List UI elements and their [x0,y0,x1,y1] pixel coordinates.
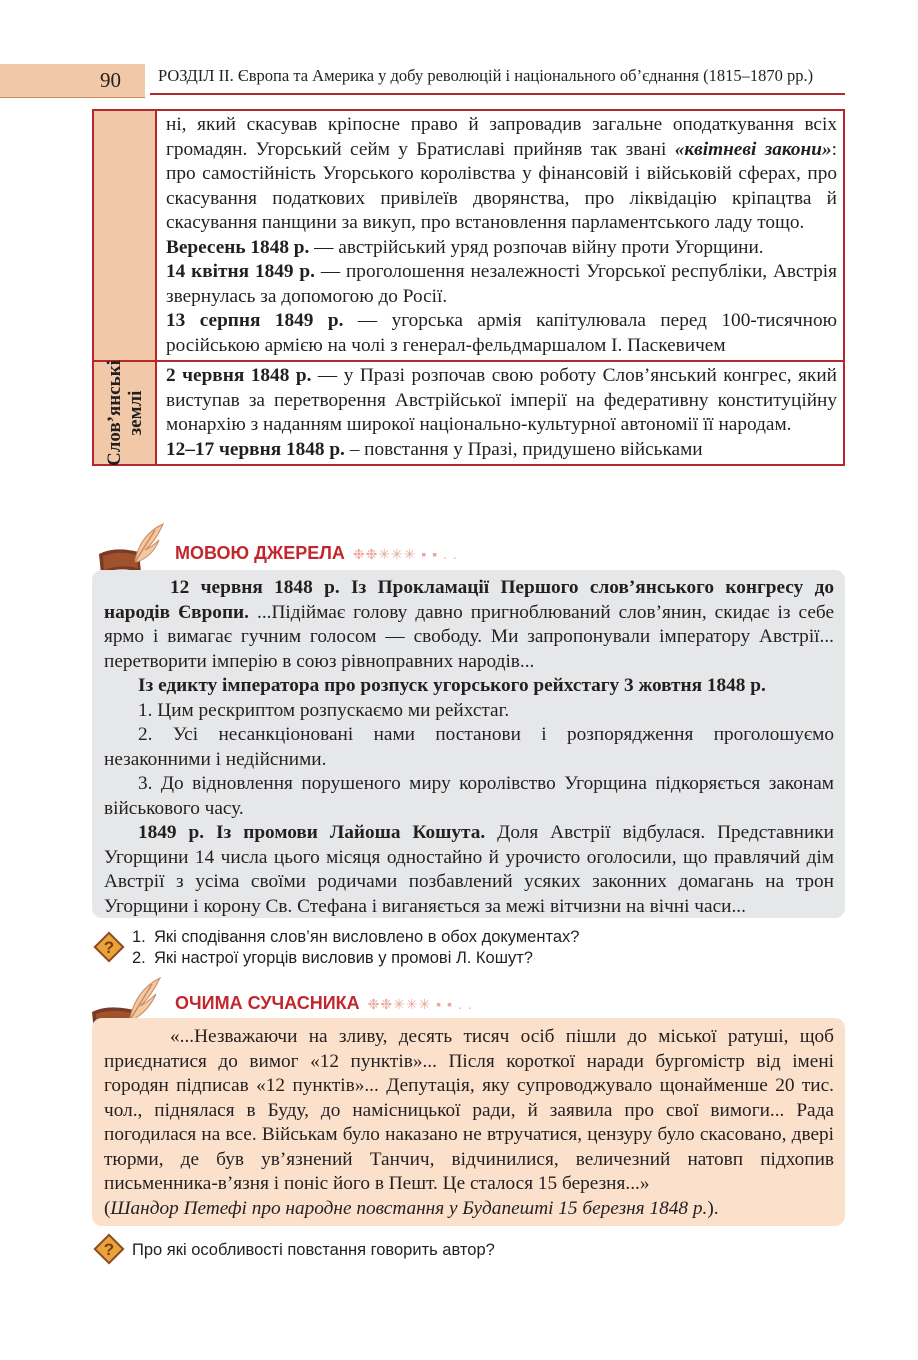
table-row-hungary [94,111,843,360]
source-kossuth-title: 1849 р. Із промови Лайоша Кошута. [138,822,486,843]
edict-item-2: 2. Усі несанкціоновані нами постанови і розпорядження проголошуємо незаконними і недійсними. [104,724,834,770]
table-side-cell-empty [94,111,157,360]
source-proclamation [104,576,834,674]
entry-date: 13 серпня 1849 р. [166,310,344,331]
table-entry [166,364,837,438]
entry-text: — у Празі розпочав свою роботу Слов’янський конгрес, який виступав за перетворення Австрійської імперії на федеративну конституційну монархію з наданням широкої національно-культурної автономії її народам. [166,365,837,435]
table-side-cell-slavic [94,362,157,464]
source-edict-title [104,674,834,699]
question-diamond-icon [92,1232,126,1266]
source-proclamation-title: 12 червня 1848 р. Із Прокламації Першого слов’янського конгресу до народів Європи. [104,577,834,623]
svg-text:?: ? [103,1240,115,1259]
question-text: Які настрої угорців висловив у промові Л. Кошут? [154,949,533,967]
decor-dots: ❉❉✳✳✳ ▪ ▪ . . [352,546,458,562]
entry-text: — австрійський уряд розпочав війну проти Угорщини. [309,236,764,258]
side-label-line-2: землі [124,390,146,436]
sources-heading [175,543,458,564]
table-entry [166,309,837,358]
question-item [132,948,579,969]
witness-text [104,1025,834,1221]
entry-date: Вересень 1848 р. [166,236,310,258]
question-diamond-icon [92,930,126,964]
entry-date: 2 червня 1848 р. [166,365,312,386]
question-number: 2. [132,949,146,967]
entry-date: «квітневі закони» [674,138,832,160]
witness-heading-text: ОЧИМА СУЧАСНИКА [175,993,360,1013]
table-cell [157,111,843,360]
table-entry [166,113,837,236]
table-row-slavic-lands [94,360,843,464]
witness-heading [175,993,473,1014]
table-entry [166,438,837,463]
table-entry [166,260,837,309]
source-kossuth-text: Доля Австрії відбулася. Представники Угорщини 14 числа цього місяця одностайно й урочисто оголосили, що правлячий дім Австрії з усіма своїми родичами позбавлений усяких законних домагань на трон Угорщини і корону Св. Стефана і виганяється за межі вітчизни на вічні часи... [104,822,834,917]
table-entry [166,236,837,261]
attribution-close: ). [707,1197,719,1219]
entry-text: ні, який скасував кріпосне право й запровадив загальне оподаткування всіх громадян. Угорський сейм у Братиславі прийняв так звані [166,114,837,160]
witness-quote-text: «...Незважаючи на зливу, десять тисяч осіб пішли до міської ратуші, щоб приєднатися до вимог «12 пунктів»... Після короткої наради бургомістр від імені городян підписав «12 пунктів»... Депутація, яку супроводжувало щонайменше 20 тис. чол., піднялася в Буду, до намісницької ради, й заявила про свої вимоги... Рада погодилася на все. Військам було наказано не втручатися, цензуру було скасовано, двері тюрми, де був ув’язнений Танчич, відчинилися, величезний натовп підхопив письменника-в’язня і поніс його в Пешт. Це сталося 15 березня...» [104,1026,834,1194]
edict-item-3: 3. До відновлення порушеного миру королівство Угорщина підкоряється законам військового часу. [104,773,834,819]
question-number: 1. [132,928,146,946]
chapter-title: РОЗДІЛ ІІ. Європа та Америка у добу революцій і національного об’єднання (1815–1870 рр.) [158,66,814,85]
question-item [132,927,579,948]
entry-date: 14 квітня 1849 р. [166,261,315,282]
chronology-table [92,109,845,466]
questions-list [132,927,579,969]
entry-text: — угорська армія капітулювала перед 100-тисячною російською армією на чолі з генерал-фельдмаршалом І. Паскевичем [166,310,837,356]
source-proclamation-text: ...Підіймає голову давно пригноблюваний слов’янин, скидає із себе ярмо і вимагає гучним голосом — свободу. Ми запропонували імператору Австрії... перетворити імперію в союз рівноправних народів... [104,601,835,672]
question-author: Про які особливості повстання говорить автор? [132,1241,495,1259]
witness-quote [104,1025,834,1221]
decor-dots: ❉❉✳✳✳ ▪ ▪ . . [367,996,473,1012]
page-number: 90 [100,68,121,92]
source-kossuth [104,821,834,919]
page-header [0,60,918,100]
question-text: Які сподівання слов’ян висловлено в обох документах? [154,928,580,946]
attribution-open: ( [104,1197,111,1219]
side-label-slavic-lands [104,360,146,466]
sources-text [104,576,834,919]
side-label-line-1: Слов’янські [103,360,125,466]
entry-date: 12–17 червня 1848 р. [166,438,345,460]
header-rule [150,93,845,95]
witness-attribution: Шандор Петефі про народне повстання у Будапешті 15 березня 1848 р. [110,1197,708,1219]
edict-title-text: Із едикту імператора про розпуск угорського рейхстагу 3 жовтня 1848 р. [138,675,766,696]
table-cell [157,362,843,464]
entry-text: — проголошення незалежності Угорської республіки, Австрія звернулась за допомогою до Росії. [166,261,837,307]
svg-text:?: ? [103,938,115,957]
page-number-tab [0,64,145,98]
sources-heading-text: МОВОЮ ДЖЕРЕЛА [175,543,345,563]
edict-item-1: 1. Цим рескриптом розпускаємо ми рейхстаг. [138,699,510,721]
entry-text: – повстання у Празі, придушено військами [344,438,703,460]
entry-text: : про самостійність Угорського королівства у фінансовій і військовій сферах, про скасування податкових привілеїв дворянства, про ліквідацію кріпацтва й скасування панщини за викуп, про встановлення парламентського ладу тощо. [166,138,837,233]
